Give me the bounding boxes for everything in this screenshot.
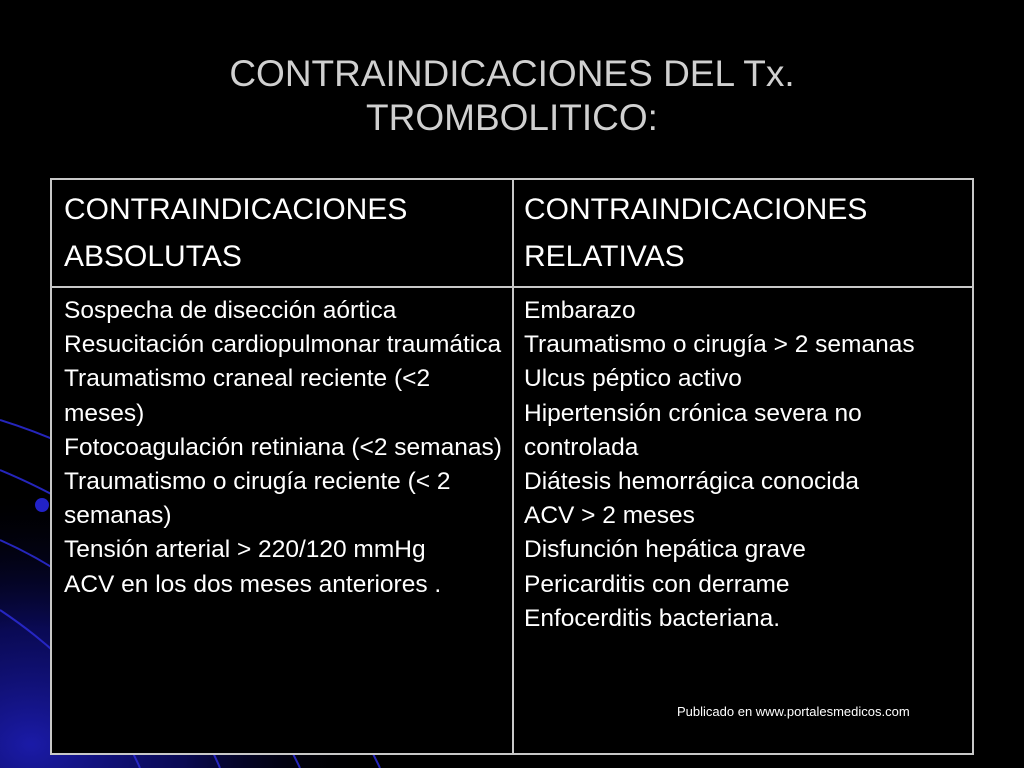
list-item: Tensión arterial > 220/120 mmHg [64, 536, 426, 564]
list-item: Resucitación cardiopulmonar traumática [64, 331, 502, 359]
slide-title [0, 52, 1024, 140]
list-item: Diátesis hemorrágica conocida [524, 468, 859, 496]
title-line-1: CONTRAINDICACIONES DEL Tx. [229, 53, 795, 94]
header-divider [52, 286, 972, 288]
list-item: Pericarditis con derrame [524, 570, 790, 598]
header-relativas-line-2: RELATIVAS [524, 240, 685, 273]
title-line-2: TROMBOLITICO: [366, 97, 658, 138]
source-footnote: Publicado en www.portalesmedicos.com [677, 704, 910, 719]
header-absolutas-line-1: CONTRAINDICACIONES [64, 193, 408, 226]
header-absolutas [64, 186, 504, 280]
list-item: Hipertensión crónica severa no controlada [524, 399, 862, 461]
list-item: Traumatismo o cirugía reciente (< 2 semanas) [64, 468, 451, 530]
list-item: Traumatismo o cirugía > 2 semanas [524, 331, 915, 359]
column-divider [512, 180, 514, 753]
absolutas-list [64, 294, 504, 602]
decor-dot-1 [35, 498, 49, 512]
relativas-list [524, 294, 964, 636]
list-item: Fotocoagulación retiniana (<2 semanas) [64, 433, 502, 461]
list-item: Enfocerditis bacteriana. [524, 604, 781, 632]
list-item: Traumatismo craneal reciente (<2 meses) [64, 365, 431, 427]
header-absolutas-line-2: ABSOLUTAS [64, 240, 242, 273]
header-relativas-line-1: CONTRAINDICACIONES [524, 193, 868, 226]
list-item: ACV en los dos meses anteriores . [64, 570, 442, 598]
contraindications-table [50, 178, 974, 755]
list-item: Embarazo [524, 297, 636, 324]
list-item: Disfunción hepática grave [524, 536, 806, 564]
list-item: Sospecha de disección aórtica [64, 297, 397, 324]
header-relativas [524, 186, 964, 280]
list-item: Ulcus péptico activo [524, 365, 742, 393]
list-item: ACV > 2 meses [524, 502, 695, 530]
